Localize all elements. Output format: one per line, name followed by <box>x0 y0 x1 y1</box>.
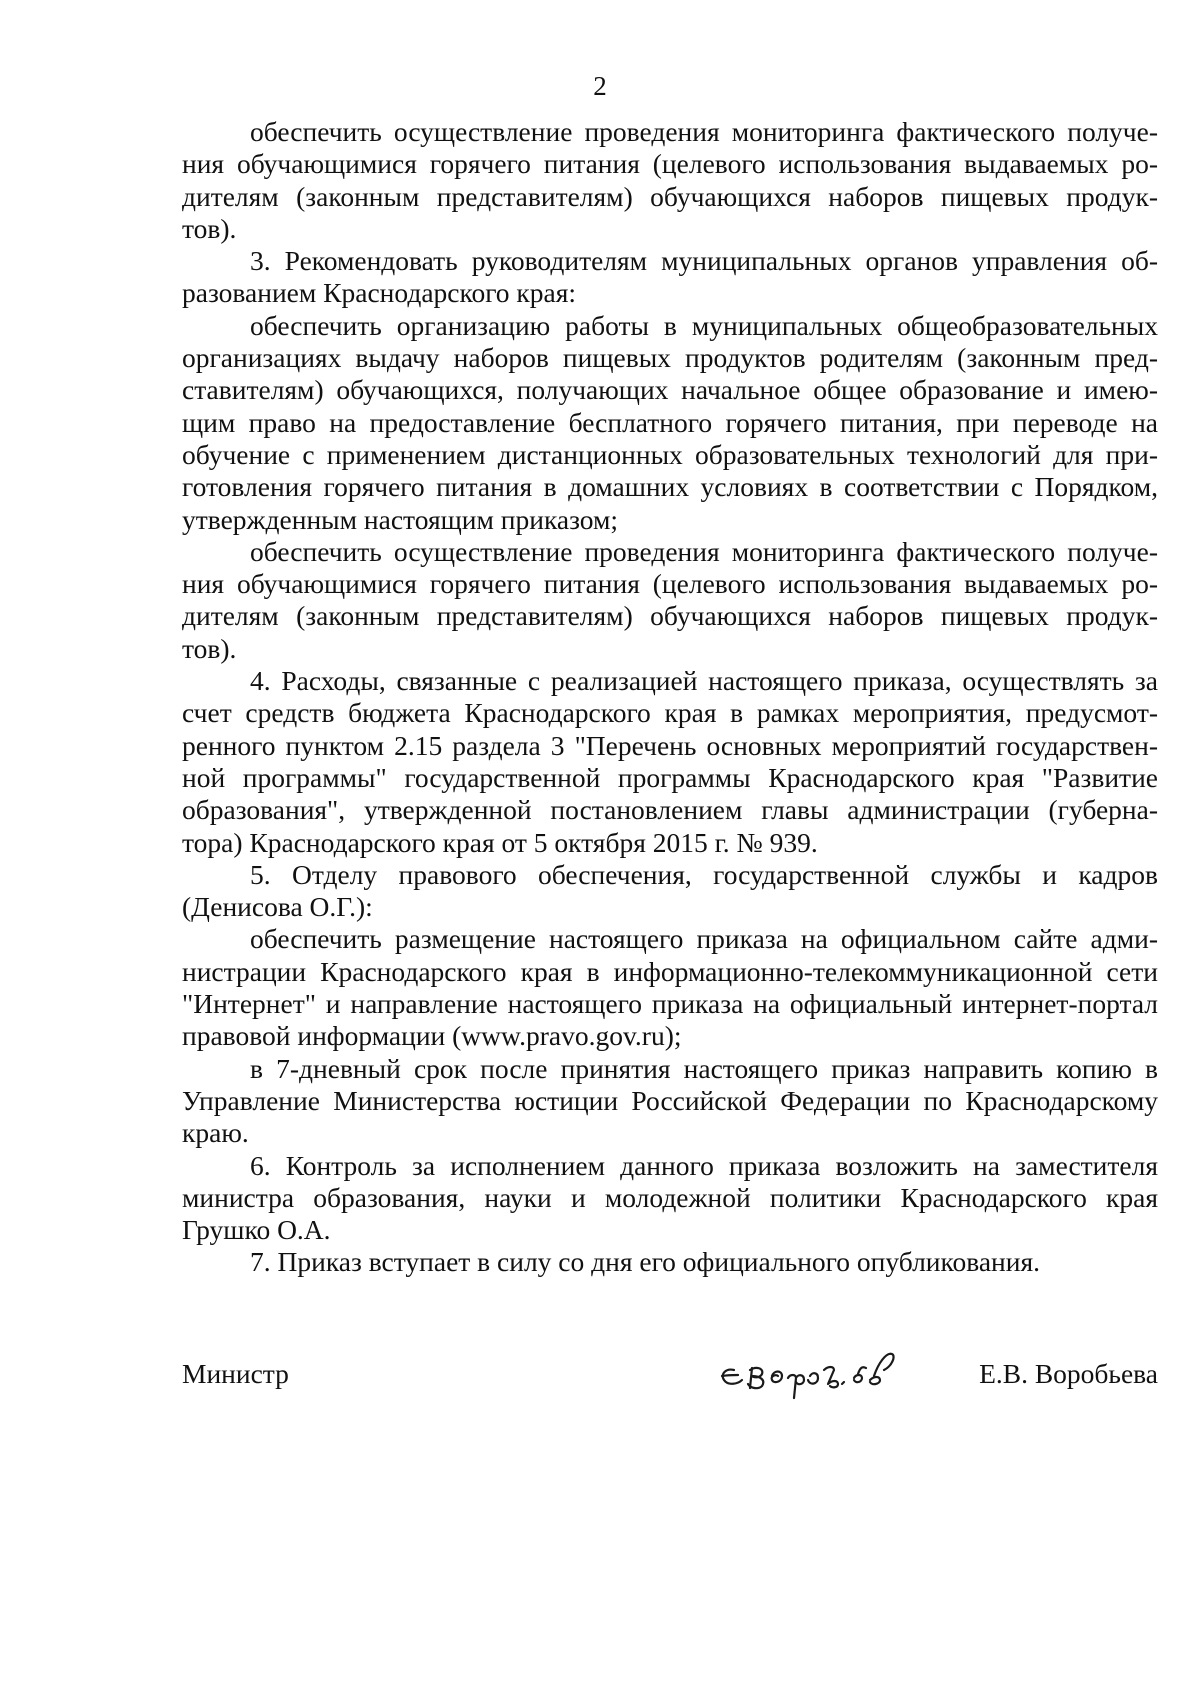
text-line: обеспечить размещение настоящего приказа на официальном сайте адми- <box>250 923 1158 955</box>
text-line: готовления горячего питания в домашних условиях в соответствии с Порядком, <box>182 471 1158 503</box>
page-number: 2 <box>593 71 607 101</box>
text-line: Управление Министерства юстиции Российской Федерации по Краснодарскому <box>182 1084 1158 1116</box>
paragraph-item-6 <box>182 1150 1158 1247</box>
text-line: дителям (законным представителям) обучающихся наборов пищевых продук- <box>182 180 1158 212</box>
signatory-position: Министр <box>182 1358 289 1389</box>
text-line: счет средств бюджета Краснодарского края в рамках мероприятия, предусмот- <box>182 697 1158 729</box>
text-line: 5. Отделу правового обеспечения, государственной службы и кадров <box>250 858 1158 890</box>
paragraph-item-7 <box>182 1246 1158 1278</box>
text-line: обеспечить осуществление проведения мониторинга фактического получе- <box>250 535 1158 567</box>
paragraph-item-5 <box>182 859 1158 924</box>
signatory-name: Е.В. Воробьева <box>979 1358 1158 1389</box>
paragraph-monitoring-2 <box>182 536 1158 665</box>
text-line: обеспечить организацию работы в муниципальных общеобразовательных <box>250 309 1158 341</box>
text-line: нистрации Краснодарского края в информационно-телекоммуникационной сети <box>182 955 1158 987</box>
paragraph-ministry-of-justice <box>182 1053 1158 1150</box>
text-line: утвержденным настоящим приказом; <box>182 503 619 535</box>
text-line: тов). <box>182 632 237 664</box>
text-line: 7. Приказ вступает в силу со дня его официального опубликования. <box>250 1246 1041 1278</box>
text-line: ренного пунктом 2.15 раздела 3 "Перечень основных мероприятий государствен- <box>182 729 1158 761</box>
handwritten-signature <box>712 1340 922 1402</box>
text-line: Грушко О.А. <box>182 1214 331 1246</box>
text-line: тов). <box>182 212 237 244</box>
document-body <box>182 116 1158 1279</box>
text-line: тора) Краснодарского края от 5 октября 2015 г. № 939. <box>182 826 818 858</box>
text-line: разованием Краснодарского края: <box>182 277 577 309</box>
paragraph-item-3 <box>182 245 1158 310</box>
text-line: правовой информации (www.pravo.gov.ru); <box>182 1020 682 1052</box>
paragraph-publication <box>182 923 1158 1052</box>
text-line: министра образования, науки и молодежной политики Краснодарского края <box>182 1181 1158 1213</box>
text-line: ставителям) обучающихся, получающих начальное общее образование и имею- <box>182 374 1158 406</box>
text-line: организациях выдачу наборов пищевых продуктов родителям (законным пред- <box>182 342 1158 374</box>
paragraph-organization <box>182 310 1158 536</box>
text-line: 6. Контроль за исполнением данного приказа возложить на заместителя <box>250 1149 1158 1181</box>
text-line: в 7-дневный срок после принятия настоящего приказ направить копию в <box>250 1052 1158 1084</box>
paragraph-monitoring-1 <box>182 116 1158 245</box>
text-line: дителям (законным представителям) обучающихся наборов пищевых продук- <box>182 600 1158 632</box>
text-line: (Денисова О.Г.): <box>182 891 373 923</box>
text-line: образования", утвержденной постановлением главы администрации (губерна- <box>182 794 1158 826</box>
text-line: ной программы" государственной программы Краснодарского края "Развитие <box>182 761 1158 793</box>
text-line: щим право на предоставление бесплатного горячего питания, при переводе на <box>182 406 1158 438</box>
text-line: обучение с применением дистанционных образовательных технологий для при- <box>182 438 1158 470</box>
text-line: "Интернет" и направление настоящего приказа на официальный интернет-портал <box>182 988 1158 1020</box>
text-line: краю. <box>182 1117 249 1149</box>
text-line: обеспечить осуществление проведения мониторинга фактического получе- <box>250 116 1158 147</box>
text-line: ния обучающимися горячего питания (целевого использования выдаваемых ро- <box>182 148 1158 180</box>
text-line: ния обучающимися горячего питания (целевого использования выдаваемых ро- <box>182 568 1158 600</box>
text-line: 4. Расходы, связанные с реализацией настоящего приказа, осуществлять за <box>250 665 1158 697</box>
paragraph-item-4 <box>182 665 1158 859</box>
text-line: 3. Рекомендовать руководителям муниципальных органов управления об- <box>250 245 1158 277</box>
signature-block <box>182 1340 1158 1410</box>
